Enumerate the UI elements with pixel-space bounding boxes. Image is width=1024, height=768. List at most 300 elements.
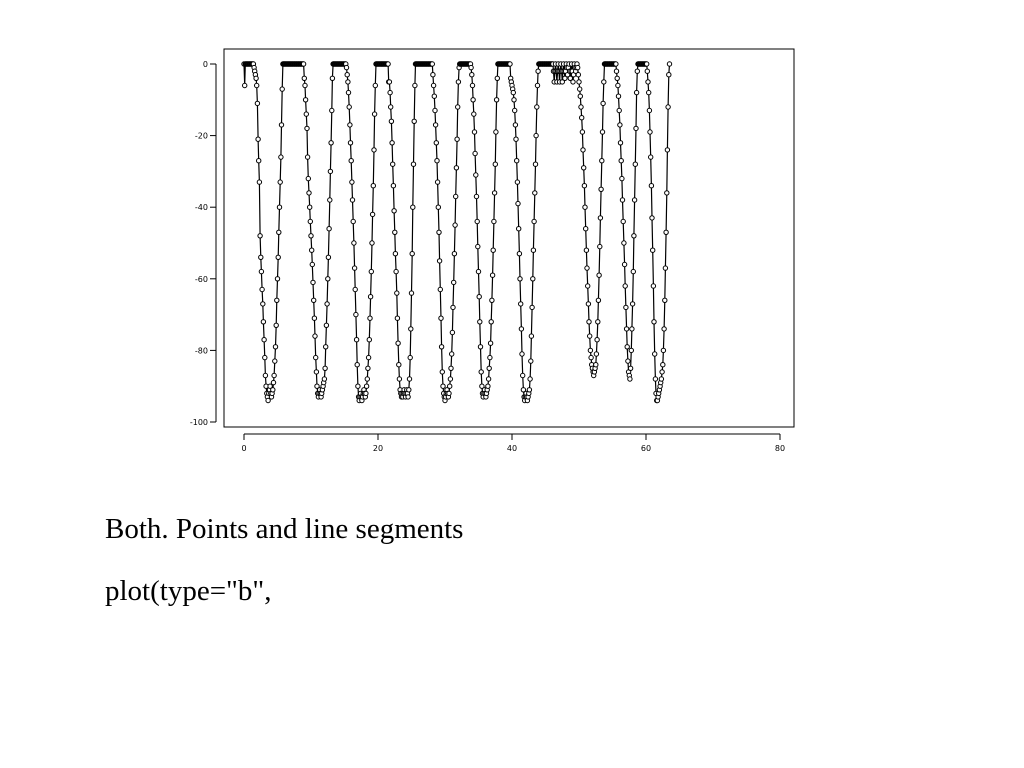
data-point [408,355,412,359]
data-point [456,105,460,109]
data-point [494,130,498,134]
data-point [349,159,353,163]
data-point [490,298,494,302]
data-point [455,137,459,141]
data-point [328,198,332,202]
data-point [615,76,619,80]
data-point [279,155,283,159]
data-point [634,90,638,94]
data-point [453,223,457,227]
x-tick-label: 0 [241,444,247,453]
data-point [366,355,370,359]
data-point [596,320,600,324]
data-point [255,83,259,87]
data-point [513,123,517,127]
data-point [475,219,479,223]
data-point [486,384,490,388]
data-point [346,80,350,84]
x-tick-label: 20 [372,444,384,453]
data-point [279,123,283,127]
data-point [280,87,284,91]
data-point [303,83,307,87]
data-point [370,212,374,216]
data-point [368,316,372,320]
data-point [600,130,604,134]
data-point [413,83,417,87]
data-point [530,305,534,309]
data-point [277,230,281,234]
data-point [599,187,603,191]
data-point [258,234,262,238]
data-point [486,377,490,381]
data-point [520,352,524,356]
data-point [616,83,620,87]
data-point [588,334,592,338]
data-point [344,65,348,69]
data-point [512,98,516,102]
data-point [373,83,377,87]
data-point [571,80,575,84]
data-point [326,277,330,281]
data-point [450,330,454,334]
data-point [594,363,598,367]
data-point [324,323,328,327]
data-point [435,159,439,163]
data-point [663,298,667,302]
data-point [433,123,437,127]
data-point [477,295,481,299]
data-point [456,80,460,84]
data-point [352,241,356,245]
data-point [329,141,333,145]
data-point [667,73,671,77]
data-point [347,105,351,109]
data-point [583,205,587,209]
data-point [470,83,474,87]
data-point [356,384,360,388]
data-point [664,230,668,234]
data-point [277,205,281,209]
data-point [479,370,483,374]
data-point [586,302,590,306]
data-point [305,155,309,159]
data-point [310,262,314,266]
data-point [619,159,623,163]
data-point [622,241,626,245]
data-point [518,277,522,281]
data-point [390,141,394,145]
data-point [411,162,415,166]
data-point [667,62,671,66]
data-point [324,345,328,349]
data-point [330,76,334,80]
data-point [630,327,634,331]
data-point [271,380,275,384]
y-tick-label: -20 [194,131,208,141]
y-tick-label: -60 [194,274,208,284]
data-point [576,65,580,69]
data-point [266,398,270,402]
data-point [409,327,413,331]
data-point [396,341,400,345]
data-point [578,94,582,98]
y-tick-label: -100 [189,418,208,427]
caption-line-1: Both. Points and line segments [105,513,464,545]
data-point [635,69,639,73]
y-axis [190,60,216,427]
data-point [535,105,539,109]
data-point [275,298,279,302]
data-point [633,162,637,166]
data-point [585,266,589,270]
data-point [515,159,519,163]
data-point [511,90,515,94]
data-point [261,302,265,306]
data-point [330,108,334,112]
data-point [527,388,531,392]
data-point [366,366,370,370]
data-point [578,87,582,91]
data-point [601,101,605,105]
data-point [308,219,312,223]
y-tick-label: 0 [202,60,208,69]
data-point [325,302,329,306]
data-point [350,198,354,202]
data-point [412,119,416,123]
data-point [474,173,478,177]
data-point [580,116,584,120]
data-point [389,119,393,123]
data-point [406,395,410,399]
data-point [476,244,480,248]
data-point [666,105,670,109]
data-point [353,287,357,291]
data-point [508,62,512,66]
data-point [430,62,434,66]
data-point [489,320,493,324]
data-point [386,62,390,66]
data-point [648,130,652,134]
data-point [529,334,533,338]
data-point [256,137,260,141]
data-point [437,230,441,234]
data-point [303,98,307,102]
data-point [364,391,368,395]
data-point [364,384,368,388]
data-point [262,338,266,342]
data-point [397,377,401,381]
data-point [533,162,537,166]
data-point [407,388,411,392]
data-point [651,248,655,252]
data-point [584,227,588,231]
data-point [476,269,480,273]
data-point [620,198,624,202]
data-point [304,112,308,116]
data-point [397,363,401,367]
data-point [314,370,318,374]
data-point [663,266,667,270]
data-point [433,108,437,112]
data-point [631,269,635,273]
data-point [659,377,663,381]
data-point [350,180,354,184]
data-point [327,227,331,231]
data-point [533,191,537,195]
data-point [488,355,492,359]
x-tick-label: 80 [774,444,786,453]
data-point [624,305,628,309]
data-point [305,126,309,130]
data-point [494,98,498,102]
data-point [314,355,318,359]
data-point [517,227,521,231]
data-point [579,105,583,109]
data-point [449,366,453,370]
data-point [535,83,539,87]
data-point [472,112,476,116]
data-point [580,130,584,134]
data-point [521,373,525,377]
data-point [309,234,313,238]
data-point [625,345,629,349]
data-point [531,248,535,252]
data-point [488,341,492,345]
data-point [662,327,666,331]
data-point [660,370,664,374]
data-point [471,98,475,102]
data-point [326,255,330,259]
data-point [372,148,376,152]
data-point [441,384,445,388]
data-point [263,373,267,377]
data-point [628,366,632,370]
data-point [661,363,665,367]
data-point [624,327,628,331]
data-point [532,219,536,223]
data-point [271,388,275,392]
data-point [614,62,618,66]
data-point [254,76,258,80]
data-point [393,230,397,234]
data-point [395,291,399,295]
data-point [594,352,598,356]
data-point [257,159,261,163]
data-point [407,377,411,381]
x-axis [241,434,785,453]
data-point [452,280,456,284]
data-point [649,184,653,188]
data-point [470,73,474,77]
data-point [628,377,632,381]
data-point [257,180,261,184]
data-point [474,194,478,198]
data-point [584,248,588,252]
data-point [439,316,443,320]
data-point [370,241,374,245]
data-point [450,352,454,356]
data-point [313,334,317,338]
series-markers [242,62,672,403]
data-point [652,320,656,324]
data-point [517,252,521,256]
x-tick-label: 60 [640,444,652,453]
data-point [328,169,332,173]
caption-line-2: plot(type="b", [105,575,272,607]
data-point [367,338,371,342]
data-point [345,73,349,77]
data-point [308,205,312,209]
data-point [263,355,267,359]
data-point [454,166,458,170]
data-point [388,90,392,94]
data-point [351,219,355,223]
data-point [434,141,438,145]
data-point [536,69,540,73]
data-point [634,126,638,130]
data-point [301,62,305,66]
data-point [302,76,306,80]
data-point [598,216,602,220]
data-point [431,73,435,77]
data-point [369,269,373,273]
data-point [259,255,263,259]
data-point [307,191,311,195]
data-point [618,141,622,145]
data-point [515,180,519,184]
data-point [617,108,621,112]
data-point [255,101,259,105]
data-point [365,377,369,381]
data-point [312,316,316,320]
data-point [448,384,452,388]
data-point [632,198,636,202]
data-point [389,105,393,109]
data-point [589,355,593,359]
data-point [348,123,352,127]
data-point [493,162,497,166]
data-point [473,151,477,155]
data-point [620,176,624,180]
data-point [665,148,669,152]
data-point [439,345,443,349]
data-point [582,166,586,170]
y-tick-label: -40 [194,203,208,213]
data-point [310,248,314,252]
data-point [531,277,535,281]
data-point [259,269,263,273]
data-point [645,69,649,73]
data-point [273,359,277,363]
data-point [647,90,651,94]
data-point [274,323,278,327]
data-point [653,352,657,356]
data-point [597,273,601,277]
data-point [528,377,532,381]
data-point [490,273,494,277]
data-point [411,205,415,209]
data-point [630,302,634,306]
data-point [646,80,650,84]
data-point [629,348,633,352]
data-point [495,76,499,80]
data-point [534,133,538,137]
data-point [436,205,440,209]
data-point [621,219,625,223]
data-point [587,320,591,324]
data-point [600,159,604,163]
data-point [469,65,473,69]
data-point [395,316,399,320]
data-point [432,94,436,98]
data-point [478,345,482,349]
data-point [614,69,618,73]
data-point [519,327,523,331]
data-point [372,112,376,116]
data-point [519,302,523,306]
data-point [616,94,620,98]
data-point [437,259,441,263]
x-tick-label: 40 [506,444,518,453]
data-point [275,277,279,281]
data-point [649,155,653,159]
data-point [312,298,316,302]
data-point [261,320,265,324]
data-point [472,130,476,134]
data-point [348,141,352,145]
data-point [440,370,444,374]
data-point [311,280,315,284]
data-point [513,108,517,112]
data-point [387,80,391,84]
data-point [598,244,602,248]
data-point [451,305,455,309]
data-point [622,262,626,266]
data-point [582,184,586,188]
data-point [355,363,359,367]
data-point [354,338,358,342]
data-point [392,209,396,213]
data-point [577,80,581,84]
data-point [623,284,627,288]
y-tick-label: -80 [194,346,208,356]
data-point [653,377,657,381]
data-point [447,391,451,395]
data-point [322,377,326,381]
data-point [391,162,395,166]
data-point [492,219,496,223]
data-point [487,366,491,370]
data-point [371,184,375,188]
data-point [491,248,495,252]
data-point [602,80,606,84]
data-point [529,359,533,363]
data-point [278,180,282,184]
data-point [452,252,456,256]
data-point [393,252,397,256]
data-point [492,191,496,195]
data-point [368,295,372,299]
data-point [354,312,358,316]
data-point [410,252,414,256]
data-point [431,83,435,87]
data-point [650,216,654,220]
data-point [478,320,482,324]
data-point [306,176,310,180]
data-point [276,255,280,259]
data-point [352,266,356,270]
data-point [514,137,518,141]
